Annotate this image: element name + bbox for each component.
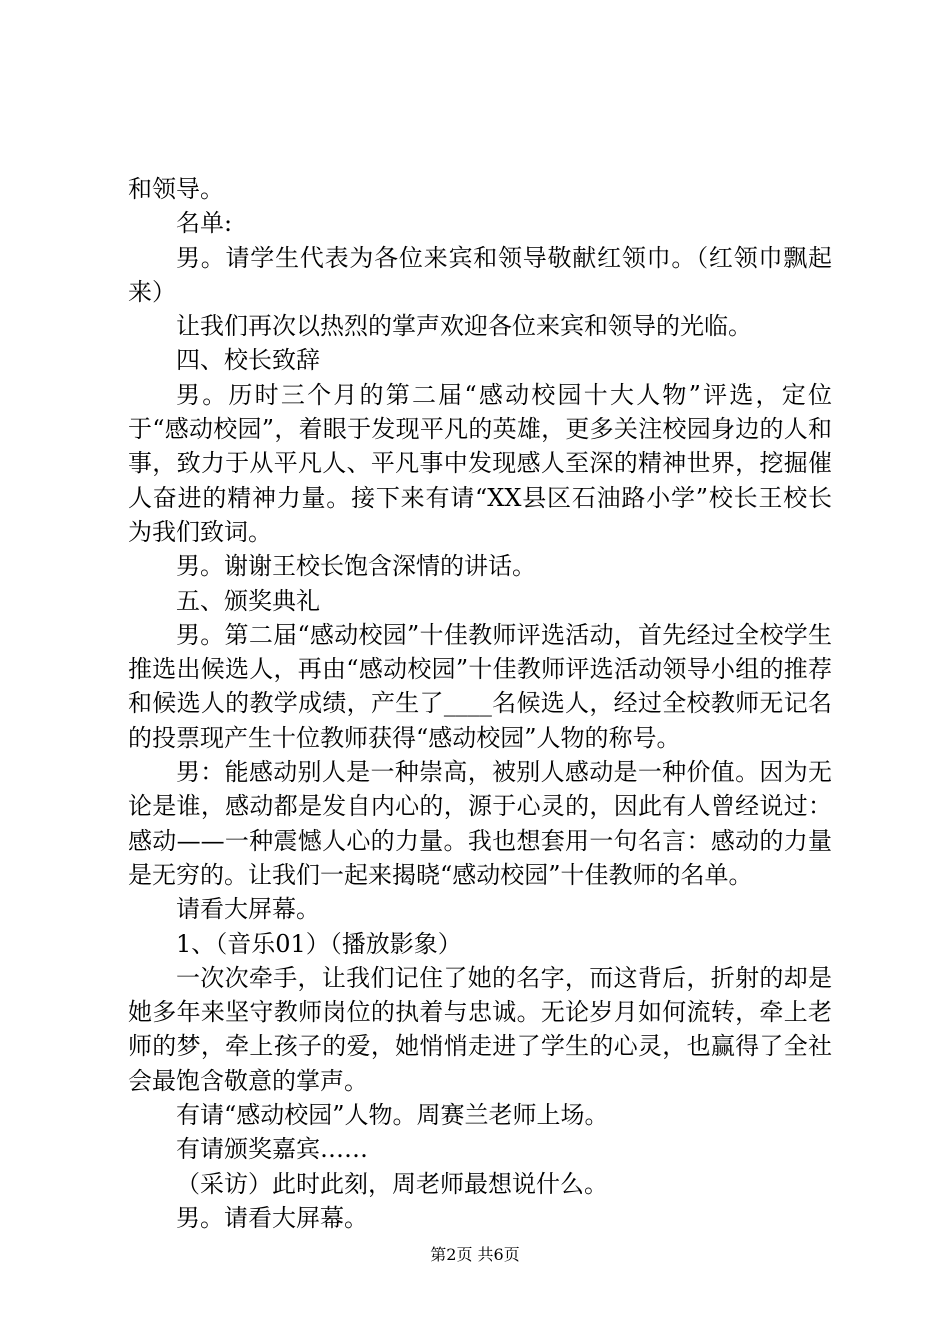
paragraph: 1、（音乐01）（播放影象） xyxy=(176,929,462,958)
paragraph: 男。谢谢王校长饱含深情的讲话。 xyxy=(176,552,536,581)
page-footer: 第2页 共6页 xyxy=(430,1245,520,1264)
paragraph: 男。请学生代表为各位来宾和领导敬献红领巾。（红领巾飘起来） xyxy=(128,243,832,306)
paragraph: 男：能感动别人是一种崇高，被别人感动是一种价值。因为无论是谁，感动都是发自内心的，源于心灵的，因此有人曾经说过：感动——一种震憾人心的力量。我也想套用一句名言：感动的力量是无穷的。让我们一起来揭晓“感动校园”十佳教师的名单。 xyxy=(128,758,832,889)
section-heading: 四、校长致辞 xyxy=(176,346,320,375)
paragraph: 一次次牵手，让我们记住了她的名字，而这背后，折射的却是她多年来坚守教师岗位的执着与忠诚。无论岁月如何流转，牵上老师的梦，牵上孩子的爱，她悄悄走进了学生的心灵，也赢得了全社会最饱含敬意的掌声。 xyxy=(128,963,832,1095)
paragraph: 有请颁奖嘉宾…… xyxy=(176,1135,368,1164)
paragraph: （采访）此时此刻，周老师最想说什么。 xyxy=(176,1169,608,1198)
paragraph: 和领导。 xyxy=(128,175,224,203)
paragraph: 男。第二届“感动校园”十佳教师评选活动，首先经过全校学生推选出候选人，再由“感动校园”十佳教师评选活动领导小组的推荐和候选人的教学成绩，产生了____名候选人，经过全校教师无记名的投票现产生十位教师获得“感动校园”人物的称号。 xyxy=(128,620,832,752)
section-heading: 五、颁奖典礼 xyxy=(176,586,320,615)
paragraph: 男。请看大屏幕。 xyxy=(176,1203,368,1232)
paragraph: 男。历时三个月的第二届“感动校园十大人物”评选，定位于“感动校园”，着眼于发现平凡的英雄，更多关注校园身边的人和事，致力于从平凡人、平凡事中发现感人至深的精神世界，挖掘催人奋进的精神力量。接下来有请“XX县区石油路小学”校长王校长为我们致词。 xyxy=(128,380,832,546)
document-body xyxy=(128,172,832,1235)
paragraph: 有请“感动校园”人物。周赛兰老师上场。 xyxy=(176,1101,609,1130)
paragraph: 名单: xyxy=(176,209,233,238)
paragraph: 让我们再次以热烈的掌声欢迎各位来宾和领导的光临。 xyxy=(176,312,752,341)
paragraph: 请看大屏幕。 xyxy=(176,895,320,924)
